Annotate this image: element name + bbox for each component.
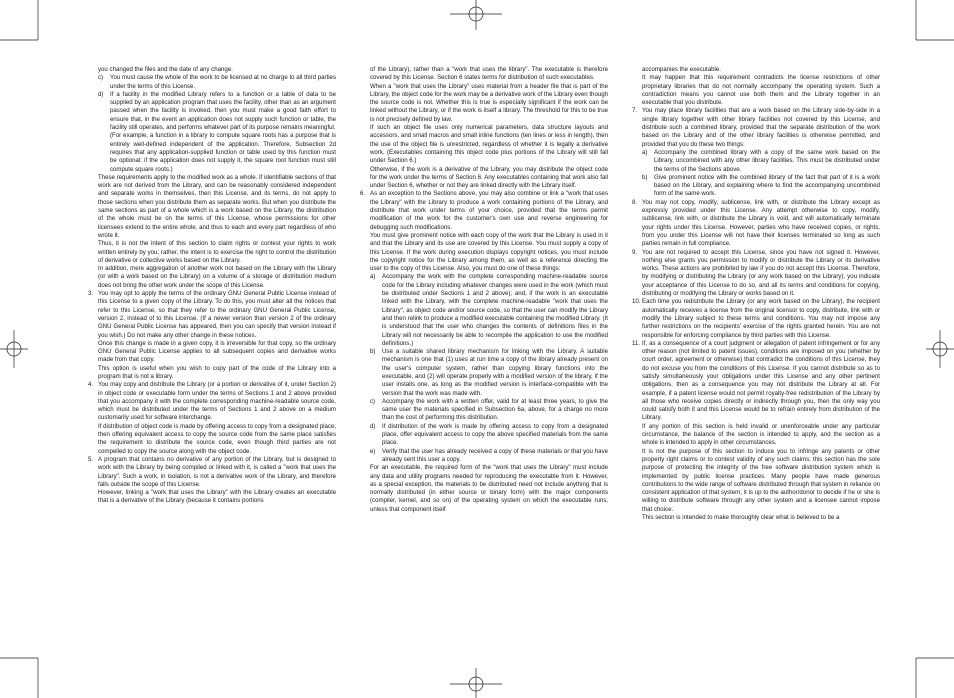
lettered-subclause [360,348,608,398]
clause-text: You are not required to accept this License, since you have not signed it. However, nothing else grants you permission to modify or distribute the Library or its derivative works. These actions are prohibited by law if you do not accept this License. Therefore, by modifying or distributing the Library (or any work based on the Library), you indicate your acceptance of this License to do so, and all its terms and conditions for copying, distributing or modifying the Library or works based on it. [642,248,880,298]
clause-number: d) [98,90,104,98]
clause-number: 4. [88,381,94,389]
clause-number: b) [370,348,376,356]
clause-text: If distribution of the work is made by offering access to copy from a designated place, offer equivalent access to copy the above specified materials from the same place. [382,422,608,447]
clause-text: You may place library facilities that are a work based on the Library side-by-side in a single library together with other library facilities not covered by this License, and distribute such a combined library, provided that the separate distribution of the work based on the Library and of the other library facilities is otherwise permitted, and provided that you do these two things: [642,107,880,148]
numbered-clause [632,298,880,339]
numbered-clause [88,456,336,489]
clause-number: 10. [632,298,641,306]
clause-text: Accompany the work with the complete corresponding machine-readable source code for the Library including whatever changes were used in the work (which must be distributed under Sections 1 and 2 above); and, if the work is an executable linked with the Library, with the complete machine-readable "work that uses the Library", as object code and/or source code, so that the user can modify the Library and then relink to produce a modified executable containing the modified Library. (It is understood that the user who changes the contents of definitions files in the Library will not necessarily be able to recompile the application to use the modified definitions.) [382,273,608,347]
paragraph: In addition, mere aggregation of another work not based on the Library with the Library (or with a work based on the Library) on a volume of a storage or distribution medium does not bring the other work under the scope of this License. [98,265,336,289]
lettered-subclause [360,398,608,423]
numbered-clause [632,107,880,148]
paragraph: If any portion of this section is held invalid or unenforceable under any particular circumstance, the balance of the section is intended to apply, and the section as a whole is intended to apply in other circumstances. [642,422,880,447]
clause-number: 3. [88,290,94,298]
clause-number: b) [642,173,648,181]
numbered-clause [632,249,880,299]
paragraph: Otherwise, if the work is a derivative of the Library, you may distribute the object code for the work under the terms of Section 6. Any executables containing that work also fall under Section 6, whether or not they are linked directly with the Library itself. [370,165,608,190]
lettered-subclause [88,74,336,91]
clause-number: a) [370,273,376,281]
clause-number: 7. [632,107,638,115]
clause-text: You may not copy, modify, sublicense, link with, or distribute the Library except as expressly provided under this License. Any attempt otherwise to copy, modify, sublicense, link with, or distribute the Library is void, and will automatically terminate your rights under this License. However, parties who have received copies, or rights, from you under this License will not have their licenses terminated so long as such parties remain in full compliance. [642,198,880,248]
clause-number: d) [370,422,376,430]
text-column-right [632,66,880,522]
clause-text: As an exception to the Sections above, you may also combine or link a "work that uses the Library" with the Library to produce a work containing portions of the Library, and distribute that work under terms of your choice, provided that the terms permit modification of the work for the customer's own use and reverse engineering for debugging such modifications. [370,190,608,231]
clause-text: A program that contains no derivative of any portion of the Library, but is designed to work with the Library by being compiled or linked with it, is called a "work that uses the Library". Such a work, in isolation, is not a derivative work of the Library, and therefore falls outside the scope of this License. [98,455,336,488]
numbered-clause [632,199,880,249]
clause-text: You must cause the whole of the work to be licensed at no charge to all third parties under the terms of this License. [110,74,336,90]
clause-text: If, as a consequence of a court judgment or allegation of patent infringement or for any other reason (not limited to patent issues), conditions are imposed on you (whether by court order, agreement or otherwise) that contradict the conditions of this License, they do not excuse you from the conditions of this License. If you cannot distribute so as to satisfy simultaneously your obligations under this License and any other pertinent obligations, then as a consequence you may not distribute the Library at all. For example, if a patent license would not permit royalty-free redistribution of the Library by all those who receive copies directly or indirectly through you, then the only way you could satisfy both it and this License would be to refrain entirely from distribution of the Library. [642,339,880,422]
lettered-subclause [360,273,608,348]
lettered-subclause [360,448,608,465]
numbered-clause [88,290,336,340]
lettered-subclause [632,149,880,174]
clause-text: You may opt to apply the terms of the ordinary GNU General Public License instead of this License to a given copy of the Library. To do this, you must alter all the notices that refer to this License, so that they refer to the ordinary GNU General Public License, version 2, instead of to this License. (If a newer version than version 2 of the ordinary GNU General Public License has appeared, then you can specify that version instead if you wish.) Do not make any other change in these notices. [98,290,336,339]
clause-text: You may copy and distribute the Library (or a portion or derivative of it, under Section 2) in object code or executable form under the terms of Sections 1 and 2 above provided that you accompany it with the complete corresponding machine-readable source code, which must be distributed under the terms of Sections 1 and 2 above on a medium customarily used for software interchange. [98,381,336,422]
lettered-subclause [632,174,880,199]
paragraph: These requirements apply to the modified work as a whole. If identifiable sections of that work are not derived from the Library, and can be reasonably considered independent and separate works in themselves, then this License, and its terms, do not apply to those sections when you distribute them as separate works. But when you distribute the same sections as part of a whole which is a work based on the Library, the distribution of the whole must be on the terms of this License, whose permissions for other licensees extend to the entire whole, and thus to each and every part regardless of who wrote it. [98,173,336,239]
lettered-subclause [88,91,336,132]
clause-text: Use a suitable shared library mechanism for linking with the Library. A suitable mechanism is one that (1) uses at run time a copy of the library already present on the user's computer system, rather than copying library functions into the executable, and (2) will operate properly with a modified version of the library, if the user installs one, as long as the modified version is interface-compatible with the version that the work was made with. [382,348,608,397]
paragraph: It is not the purpose of this section to induce you to infringe any patents or other property right claims or to contest validity of any such claims; this section has the sole purpose of protecting the integrity of the free software distribution system which is implemented by public license practices. Many people have made generous contributions to the wide range of software distributed through that system in reliance on consistent application of that system; it is up to the author/donor to decide if he or she is willing to distribute software through any other system and a licensee cannot impose that choice. [642,447,880,513]
clause-number: 9. [632,248,638,256]
text-column-left [88,66,336,506]
paragraph: you changed the files and the date of any change. [98,66,233,73]
clause-number: 8. [632,198,638,206]
paragraph: However, linking a "work that uses the Library" with the Library creates an executable that is a derivative of the Library (because it contains portions [98,489,336,505]
paragraph: If such an object file uses only numerical parameters, data structure layouts and accessors, and small macros and small inline functions (ten lines or less in length), then the use of the object file is unrestricted, regardless of whether it is legally a derivative work. (Executables containing this object code plus portions of the Library will still fall under Section 6.) [370,124,608,165]
clause-text: Each time you redistribute the Library (or any work based on the Library), the recipient automatically receives a license from the original licensor to copy, distribute, link with or modify the Library subject to these terms and conditions. You may not impose any further restrictions on the recipients' exercise of the rights granted herein. You are not responsible for enforcing compliance by third parties with this License. [642,298,880,339]
paragraph: You must give prominent notice with each copy of the work that the Library is used in it and that the Library and its use are covered by this License. You must supply a copy of this License. If the work during execution displays copyright notices, you must include the copyright notice for the Library among them, as well as a reference directing the user to the copy of this License. Also, you must do one of these things: [370,231,608,273]
numbered-clause [360,190,608,231]
clause-number: 5. [88,455,94,463]
paragraph: When a "work that uses the Library" uses material from a header file that is part of the Library, the object code for the work may be a derivative work of the Library even though the source code is not. Whether this is true is especially significant if the work can be linked without the Library, or if the work is itself a library. The threshold for this to be true is not precisely defined by law. [370,82,609,123]
paragraph: of the Library), rather than a "work that uses the library". The executable is therefore covered by this License. Section 6 states terms for distribution of such executables. [370,66,608,82]
clause-number: 11. [632,339,641,347]
clause-text: If a facility in the modified Library refers to a function or a table of data to be supplied by an application program that uses the facility, other than as an argument passed when the facility is invoked, then you must make a good faith effort to ensure that, in the event an application does not supply such function or table, the facility still operates, and performs whatever part of its purpose remains meaningful. [110,90,336,132]
clause-text: Accompany the combined library with a copy of the same work based on the Library, uncombined with any other library facilities. This must be distributed under the terms of the Sections above. [654,148,880,173]
clause-text: Give prominent notice with the combined library of the fact that part of it is a work based on the Library, and explaining where to find the accompanying uncombined form of the same work. [654,173,880,198]
paragraph: Thus, it is not the intent of this section to claim rights or contest your rights to work written entirely by you; rather, the intent is to exercise the right to control the distribution of derivative or collective works based on the Library. [98,240,336,264]
clause-number: a) [642,148,648,156]
clause-number: e) [370,447,376,455]
numbered-clause [632,340,880,423]
clause-text: Verify that the user has already received a copy of these materials or that you have already sent this user a copy. [382,447,608,463]
paragraph: This option is useful when you wish to copy part of the code of the Library into a program that is not a library. [98,364,336,380]
paragraph: accompanies the executable. [642,66,721,73]
paragraph: This section is intended to make thoroughly clear what is believed to be a [642,514,840,522]
clause-text: Accompany the work with a written offer, valid for at least three years, to give the same user the materials specified in Subsection 6a, above, for a charge no more than the cost of performing this distribution. [382,397,608,422]
clause-number: 6. [360,190,366,198]
text-column-middle [360,66,608,514]
numbered-clause [88,381,336,422]
paragraph: Once this change is made in a given copy, it is irreversible for that copy, so the ordinary GNU General Public License applies to all subsequent copies and derivative works made from that copy. [98,339,336,364]
lettered-subclause [360,423,608,448]
clause-number: c) [370,397,376,405]
clause-number: c) [98,74,104,82]
paragraph: If distribution of object code is made by offering access to copy from a designated place, then offering equivalent access to copy the source code from the same place satisfies the requirement to distribute the source code, even though third parties are not compelled to copy the source along with the object code. [98,422,336,455]
paragraph: (For example, a function in a library to compute square roots has a purpose that is entirely well-defined independent of the application. Therefore, Subsection 2d requires that any application-supplied function or table used by this function must be optional: if the application does not supply it, the square root function must still compute square roots.) [110,132,336,173]
paragraph: It may happen that this requirement contradicts the license restrictions of other proprietary libraries that do not normally accompany the operating system. Such a contradiction means you cannot use both them and the Library together in an executable that you distribute. [642,74,880,107]
paragraph: For an executable, the required form of the "work that uses the Library" must include any data and utility programs needed for reproducing the executable from it. However, as a special exception, the materials to be distributed need not include anything that is normally distributed (in either source or binary form) with the major components (compiler, kernel, and so on) of the operating system on which the executable runs, unless that component itself [370,464,608,513]
